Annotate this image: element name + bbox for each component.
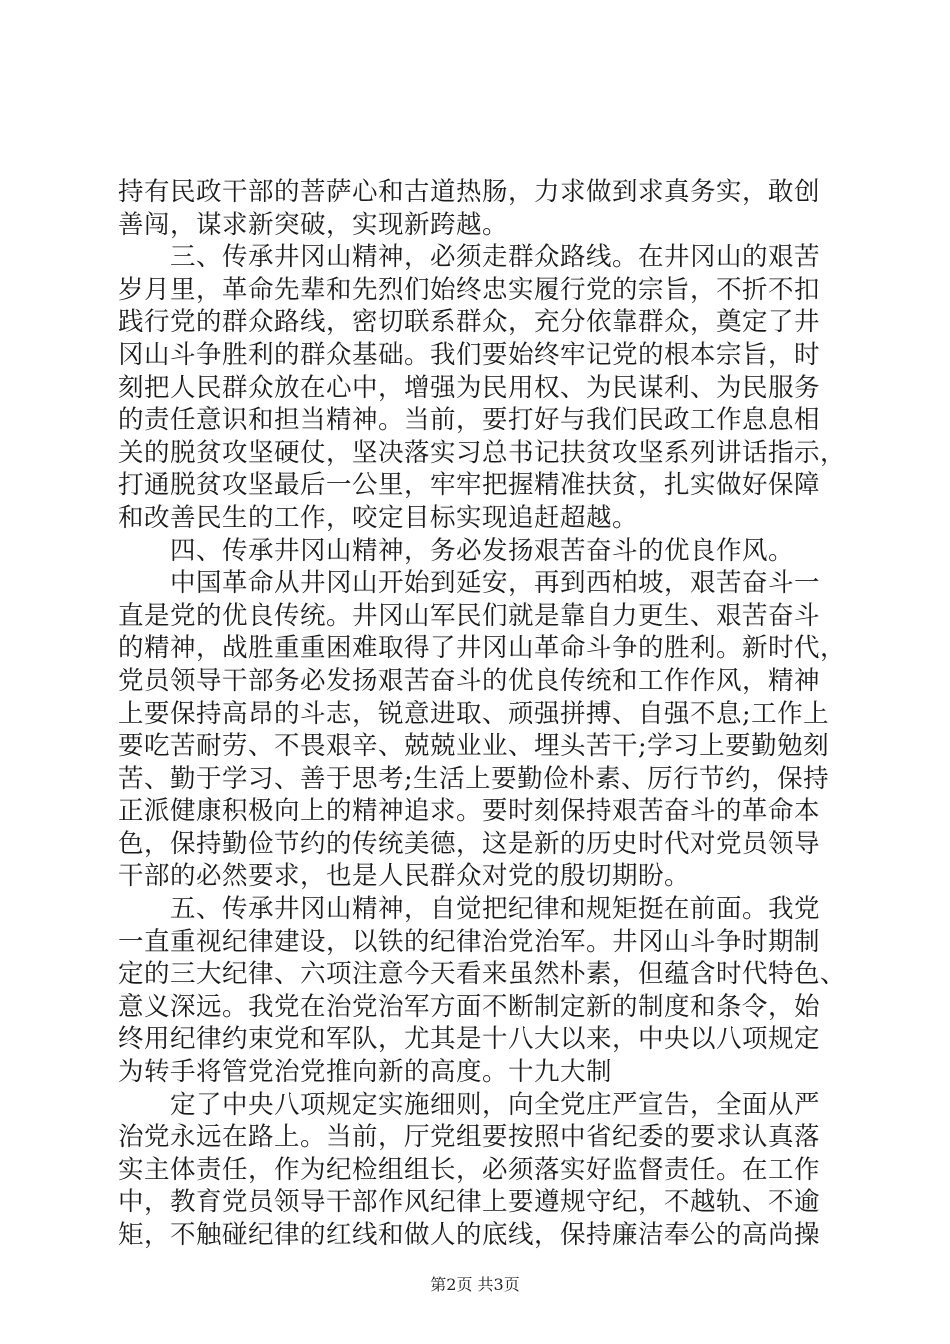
text-line: 打通脱贫攻坚最后一公里，牢牢把握精准扶贫，扎实做好保障 [118,470,821,501]
text-line: 中国革命从井冈山开始到延安，再到西柏坡，艰苦奋斗一 [118,568,821,599]
text-line: 色，保持勤俭节约的传统美德，这是新的历史时代对党员领导 [118,828,821,859]
text-line: 的责任意识和担当精神。当前，要打好与我们民政工作息息相 [118,405,821,436]
text-line: 意义深远。我党在治党治军方面不断制定新的制度和条令，始 [118,991,821,1022]
text-line: 党员领导干部务必发扬艰苦奋斗的优良传统和工作作风，精神 [118,665,821,696]
text-line: 岁月里，革命先辈和先烈们始终忠实履行党的宗旨，不折不扣 [118,274,821,305]
text-line: 四、传承井冈山精神，务必发扬艰苦奋斗的优良作风。 [118,535,795,566]
text-line: 刻把人民群众放在心中，增强为民用权、为民谋利、为民服务 [118,372,821,403]
text-line: 为转手将管党治党推向新的高度。十九大制 [118,1057,613,1088]
text-line: 直是党的优良传统。井冈山军民们就是靠自力更生、艰苦奋斗 [118,600,821,631]
text-line: 践行党的群众路线，密切联系群众，充分依靠群众，奠定了井 [118,307,821,338]
text-line: 关的脱贫攻坚硬仗，坚决落实习总书记扶贫攻坚系列讲话指示， [118,437,847,468]
text-line: 正派健康积极向上的精神追求。要时刻保持艰苦奋斗的革命本 [118,796,821,827]
text-line: 的精神，战胜重重困难取得了井冈山革命斗争的胜利。新时代， [118,633,847,664]
text-line: 矩，不触碰纪律的红线和做人的底线，保持廉洁奉公的高尚操 [118,1220,821,1250]
text-line: 持有民政干部的菩萨心和古道热肠，力求做到求真务实，敢创 [118,177,821,207]
text-line: 治党永远在路上。当前，厅党组要按照中省纪委的要求认真落 [118,1122,821,1153]
text-line: 定的三大纪律、六项注意今天看来虽然朴素，但蕴含时代特色、 [118,959,847,990]
text-line: 干部的必然要求，也是人民群众对党的殷切期盼。 [118,861,691,892]
body-text [118,176,847,1252]
text-line: 三、传承井冈山精神，必须走群众路线。在井冈山的艰苦 [118,242,821,273]
text-line: 五、传承井冈山精神，自觉把纪律和规矩挺在前面。我党 [118,894,821,925]
text-line: 要吃苦耐劳、不畏艰辛、兢兢业业、埋头苦干;学习上要勤勉刻 [118,731,830,762]
text-line: 定了中央八项规定实施细则，向全党庄严宣告，全面从严 [118,1089,821,1120]
text-line: 和改善民生的工作，咬定目标实现追赶超越。 [118,502,639,533]
text-line: 一直重视纪律建设，以铁的纪律治党治军。井冈山斗争时期制 [118,926,821,957]
text-line: 中，教育党员领导干部作风纪律上要遵规守纪，不越轨、不逾 [118,1187,821,1218]
page-number-footer: 第2页 共3页 [430,1275,520,1294]
text-line: 善闯，谋求新突破，实现新跨越。 [118,209,509,240]
text-line: 实主体责任，作为纪检组组长，必须落实好监督责任。在工作 [118,1154,821,1185]
text-line: 冈山斗争胜利的群众基础。我们要始终牢记党的根本宗旨，时 [118,339,821,370]
text-line: 上要保持高昂的斗志，锐意进取、顽强拼搏、自强不息;工作上 [118,698,830,729]
text-line: 终用纪律约束党和军队，尤其是十八大以来，中央以八项规定 [118,1024,821,1055]
text-line: 苦、勤于学习、善于思考;生活上要勤俭朴素、厉行节约，保持 [118,763,830,794]
